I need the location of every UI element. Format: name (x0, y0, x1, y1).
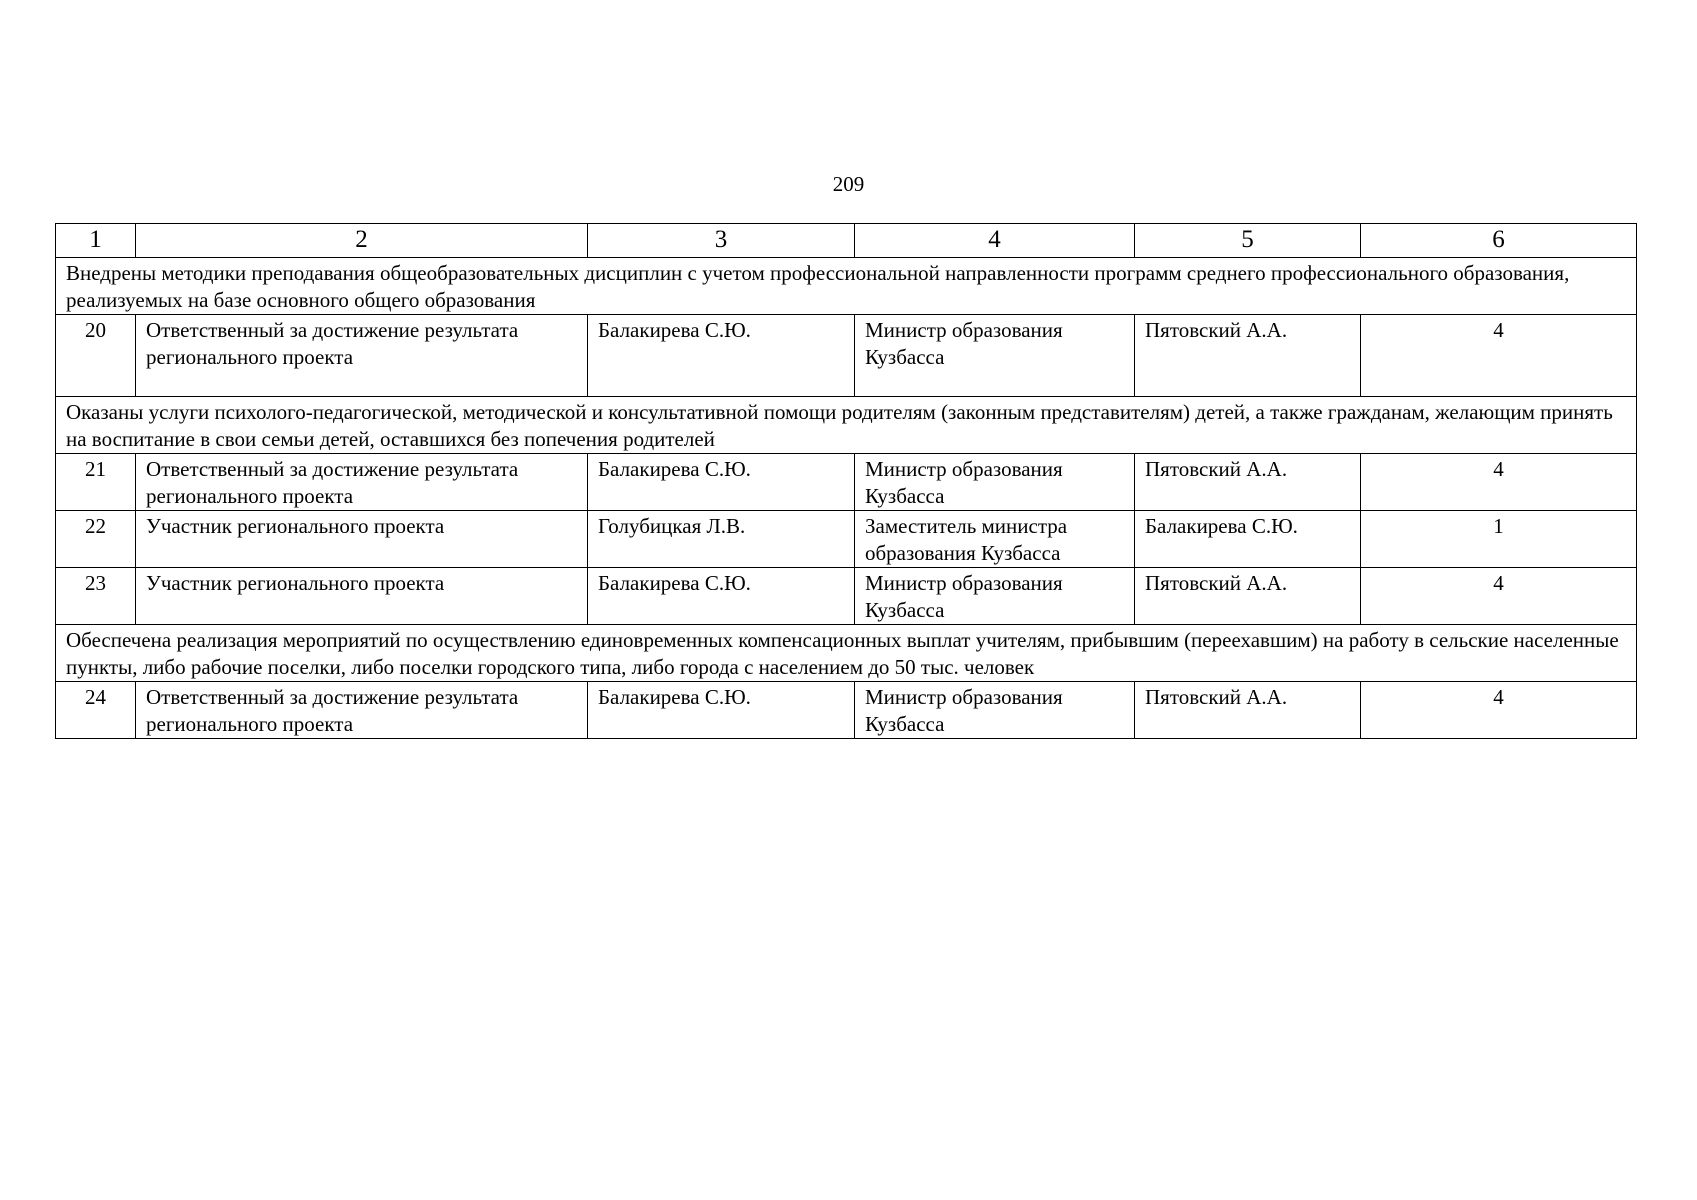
page-number: 209 (832, 172, 865, 196)
row-share: 4 (1361, 315, 1637, 397)
table-row (56, 511, 1637, 568)
row-supervisor: Пятовский А.А. (1135, 315, 1361, 397)
row-position: Министр образования Кузбасса (855, 568, 1135, 625)
row-person: Балакирева С.Ю. (588, 682, 855, 739)
row-person: Голубицкая Л.В. (588, 511, 855, 568)
row-number: 20 (56, 315, 136, 397)
row-role: Ответственный за достижение результата регионального проекта (136, 315, 588, 397)
section-title-row (56, 258, 1637, 315)
table-row (56, 454, 1637, 511)
table-row (56, 682, 1637, 739)
table-header-row (56, 224, 1637, 258)
row-position: Министр образования Кузбасса (855, 682, 1135, 739)
row-number: 23 (56, 568, 136, 625)
section-title: Оказаны услуги психолого-педагогической, методической и консультативной помощи родителям (законным представителям) детей, а также гражданам, желающим принять на воспитание в свои семьи детей, оставшихся без попечения родителей (56, 397, 1637, 454)
row-position: Заместитель министра образования Кузбасса (855, 511, 1135, 568)
participants-table (55, 223, 1637, 739)
column-header: 2 (136, 224, 588, 258)
column-header: 1 (56, 224, 136, 258)
column-header: 4 (855, 224, 1135, 258)
row-share: 4 (1361, 454, 1637, 511)
column-header: 3 (588, 224, 855, 258)
section-title-row (56, 625, 1637, 682)
row-position: Министр образования Кузбасса (855, 454, 1135, 511)
row-person: Балакирева С.Ю. (588, 454, 855, 511)
row-number: 21 (56, 454, 136, 511)
row-role: Ответственный за достижение результата регионального проекта (136, 454, 588, 511)
column-header: 6 (1361, 224, 1637, 258)
row-number: 24 (56, 682, 136, 739)
row-supervisor: Пятовский А.А. (1135, 568, 1361, 625)
row-person: Балакирева С.Ю. (588, 568, 855, 625)
row-position: Министр образования Кузбасса (855, 315, 1135, 397)
row-share: 4 (1361, 682, 1637, 739)
row-person: Балакирева С.Ю. (588, 315, 855, 397)
row-supervisor: Пятовский А.А. (1135, 454, 1361, 511)
row-role: Ответственный за достижение результата регионального проекта (136, 682, 588, 739)
table-row (56, 315, 1637, 397)
row-role: Участник регионального проекта (136, 568, 588, 625)
row-supervisor: Балакирева С.Ю. (1135, 511, 1361, 568)
section-title-row (56, 397, 1637, 454)
row-share: 4 (1361, 568, 1637, 625)
row-share: 1 (1361, 511, 1637, 568)
table-row (56, 568, 1637, 625)
row-role: Участник регионального проекта (136, 511, 588, 568)
column-header: 5 (1135, 224, 1361, 258)
section-title: Внедрены методики преподавания общеобразовательных дисциплин с учетом профессиональной направленности программ среднего профессионального образования, реализуемых на базе основного общего образования (56, 258, 1637, 315)
row-number: 22 (56, 511, 136, 568)
section-title: Обеспечена реализация мероприятий по осуществлению единовременных компенсационных выплат учителям, прибывшим (переехавшим) на работу в сельские населенные пункты, либо рабочие поселки, либо поселки городского типа, либо города с населением до 50 тыс. человек (56, 625, 1637, 682)
row-supervisor: Пятовский А.А. (1135, 682, 1361, 739)
